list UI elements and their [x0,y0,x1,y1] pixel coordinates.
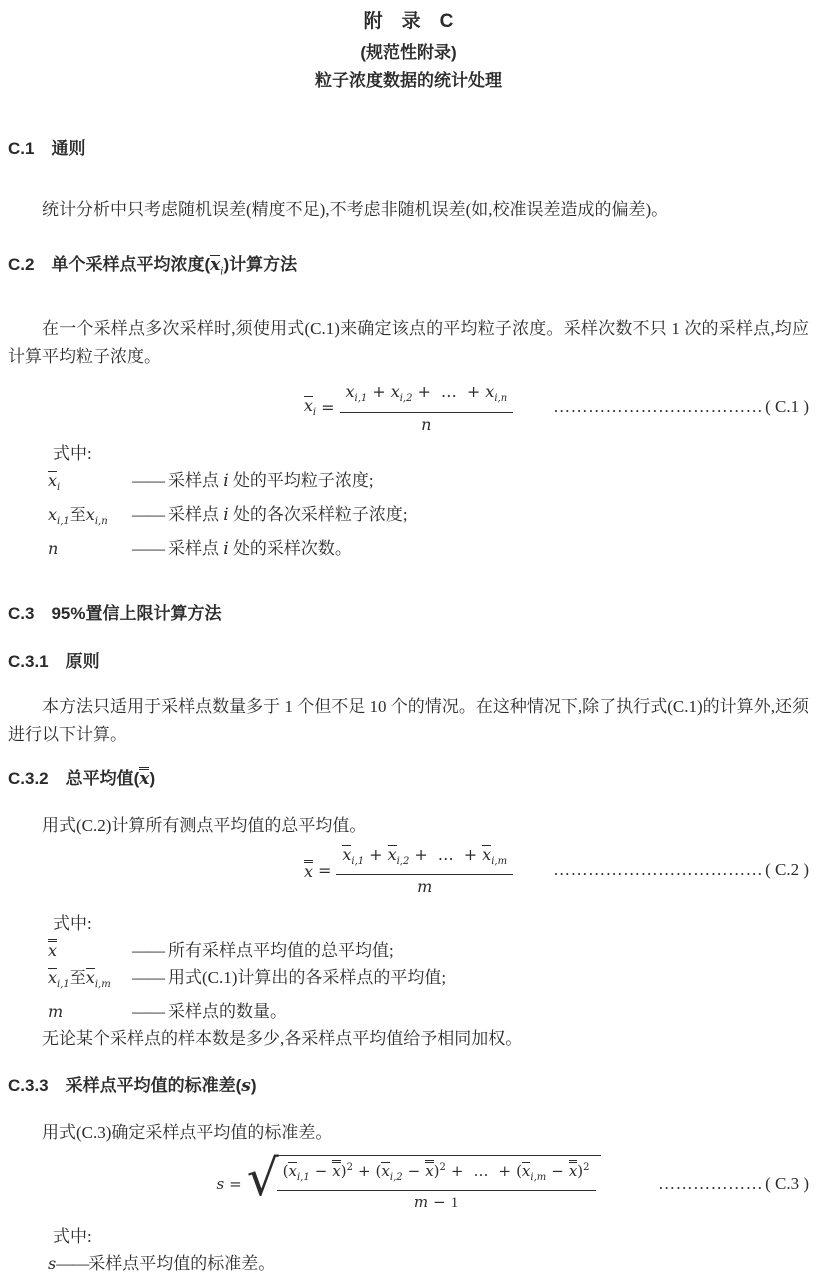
where-intro: 式中: [53,443,92,463]
formula-c1 [8,381,809,433]
to-text: 至 [69,506,86,524]
lhs-s: s [216,1175,225,1194]
section-c31-paragraph: 本方法只适用于采样点数量多于 1 个但不足 10 个的情况。在这种情况下,除了执行式(C.1)的计算外,还须进行以下计算。 [8,696,809,744]
where-item [48,937,809,964]
lhs-mean-xi: $x_i$ [303,396,317,419]
definition: 采样点的数量。 [168,1002,287,1022]
formula-c3 [8,1149,809,1213]
symbol-term: s [48,1254,57,1274]
dash: —— [132,538,164,558]
section-c2-heading [8,254,809,283]
formula-c2 [8,844,809,896]
symbol-term: $x_{i,1}$至$x_{i,m}$ [48,968,111,991]
weighting-note: 无论某个采样点的样本数是多少,各采样点平均值给予相同加权。 [42,1029,523,1049]
radicand [274,1155,601,1213]
plus-op: + [369,844,383,864]
symbol-term: n [48,538,59,558]
title-block [8,10,809,92]
plus-op: + [357,1162,371,1181]
dash: —— [132,504,164,524]
appendix-title: 附 录 C [363,11,454,32]
equation-c1 [304,381,513,433]
where-item [48,964,809,998]
lhs-grand-mean: x [303,861,313,881]
equation-c2 [304,844,513,896]
definition: 采样点平均值的标准差。 [88,1254,276,1274]
formula-leader [658,1174,809,1194]
dash: —— [56,1254,89,1274]
plus-op: + [466,382,481,402]
appendix-subtitle: (规范性附录) [360,43,457,62]
plus-op: + [498,1162,512,1181]
definition: 采样点 i 处的采样次数。 [168,538,352,559]
minus-op: − [433,1193,446,1212]
equals-op: = [317,860,332,880]
plus-op: + [450,1162,464,1181]
where-intro: 式中: [53,1227,92,1247]
formula-label: ( C.2 ) [765,860,809,880]
denominator: m − 1 [413,1193,459,1212]
heading-text: ) [250,1076,257,1096]
minus-op: − [551,1162,564,1181]
section-c1-heading: C.1 通则 [8,139,86,158]
symbol-term: $x_i$ [48,470,61,493]
heading-text: C.2 单个采样点平均浓度( [8,255,211,274]
where-item [48,998,809,1025]
fraction [277,1157,596,1213]
section-c33-paragraph: 用式(C.3)确定采样点平均值的标准差。 [42,1123,333,1143]
superscript-2: 2 [583,1162,590,1174]
grand-mean-symbol: x [139,768,150,789]
heading-text: ) [149,768,156,788]
dots-leader: ……………………………… [553,397,764,417]
cdots: … [437,844,454,864]
definition: 用式(C.1)计算出的各采样点的平均值; [168,968,447,988]
plus-op: + [372,382,386,402]
definition: 采样点 i 处的平均粒子浓度; [168,470,374,491]
where-item [48,467,809,501]
equals-op: = [229,1175,242,1194]
heading-text: C.3.2 总平均值( [8,768,140,788]
section-c32-heading [8,767,809,790]
dash: —— [132,1002,164,1022]
minus-op: − [314,1162,328,1181]
where-item [48,1250,809,1278]
fraction [340,381,514,433]
numerator: $x_{i,1} + x_{i,2}$ + … + $x_{i,n}$ [340,381,514,412]
denominator: n [421,414,432,434]
section-c2-paragraph: 在一个采样点多次采样时,须使用式(C.1)来确定该点的平均粒子浓度。采样次数不只 1 次的采样点,均应计算平均粒子浓度。 [8,319,809,367]
numerator: $x_{i,1} + x_{i,2}$ + … + $x_{i,m}$ [336,844,513,875]
plus-op: + [463,844,478,864]
symbol-term: m [48,1002,64,1022]
equals-op: = [321,397,335,417]
to-text: 至 [69,970,86,988]
stddev-symbol: s [241,1076,251,1097]
dots-leader: ……………………………… [553,860,764,880]
mean-xi-symbol: $x_i$ [210,255,224,278]
section-c3-heading: C.3 95%置信上限计算方法 [8,603,222,623]
sqrt-radical-icon: √ [246,1149,279,1208]
cdots: … [440,382,457,402]
formula-label: ( C.3 ) [765,1174,809,1194]
appendix-subject: 粒子浓度数据的统计处理 [315,71,502,90]
equation-c3 [216,1149,600,1213]
formula-leader [553,397,809,417]
superscript-2: 2 [346,1162,353,1174]
section-c32-paragraph: 用式(C.2)计算所有测点平均值的总平均值。 [42,815,367,835]
minus-op: − [407,1162,421,1181]
cdots: … [473,1162,489,1181]
definition: 所有采样点平均值的总平均值; [168,941,394,961]
square-root [246,1149,601,1213]
where-item [48,535,809,563]
superscript-2: 2 [439,1162,446,1174]
section-c33-heading [8,1075,809,1097]
plus-op: + [417,382,431,402]
dash: —— [132,470,164,490]
fraction [336,844,513,896]
where-item [48,501,809,535]
dash: —— [132,941,164,961]
heading-text: C.3.3 采样点平均值的标准差( [8,1076,242,1096]
section-c31-heading: C.3.1 原则 [8,651,100,671]
dots-leader: ……………… [658,1174,764,1194]
section-c1-paragraph: 统计分析中只考虑随机误差(精度不足),不考虑非随机误差(如,校准误差造成的偏差)。 [42,200,669,219]
where-intro: 式中: [53,914,92,934]
dash: —— [132,968,164,988]
denominator: m [417,877,433,897]
formula-leader [553,860,809,880]
symbol-term: x [48,941,58,961]
symbol-term: $x_{i,1}$至$x_{i,n}$ [48,504,108,527]
formula-label: ( C.1 ) [765,397,809,417]
plus-op: + [414,844,428,864]
numerator: $(x_{i,1} - x)^2 + (x_{i,2} - x)^2$ + … + $(x_{i,m} - x)^2$ [277,1157,596,1191]
heading-text: )计算方法 [223,255,298,274]
definition: 采样点 i 处的各次采样粒子浓度; [168,504,408,525]
